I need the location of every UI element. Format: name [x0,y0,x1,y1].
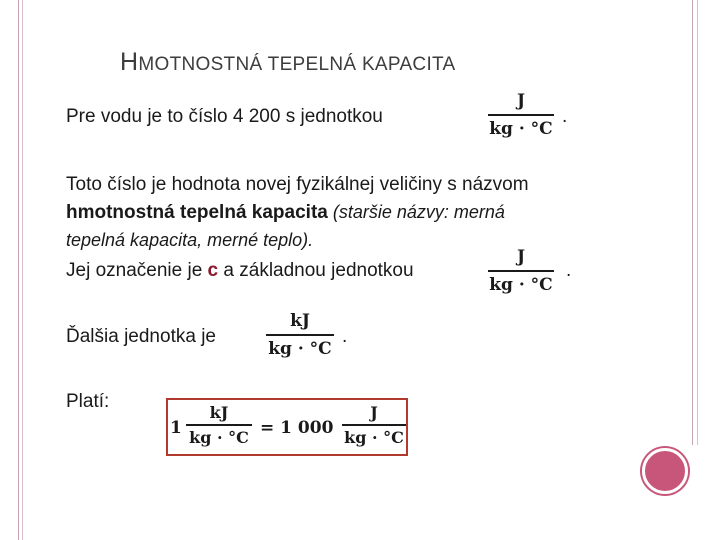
fraction-j-per-kg-c [488,90,554,140]
term-hmotnostna-tepelna-kapacita: hmotnostná tepelná kapacita [66,202,328,223]
fraction-numerator: kJ [209,403,229,422]
bullet-2-line-2 [66,202,505,224]
frame-line-right [692,0,693,445]
symbol-c: c [207,260,219,281]
equation-equals-value: = 1 000 [260,418,334,438]
fraction-j-per-kg-c [488,246,554,296]
fraction-numerator: J [370,403,378,422]
bullet-4-text: Ďalšia jednotka je [66,326,216,347]
fraction-numerator: J [516,91,526,111]
frame-line-left [18,0,19,540]
equation-coefficient: 1 [170,418,182,438]
decorative-circle [642,448,688,494]
older-names: (staršie názvy: merná [327,202,505,222]
fraction-numerator: J [516,247,526,267]
title-first-letter: H [120,48,139,76]
bullet-3-text-after: a základnou jednotkou [218,260,414,281]
frame-line-right-inner [697,0,698,445]
title-rest: MOTNOSTNÁ TEPELNÁ KAPACITA [138,54,456,75]
fraction-bar [488,270,554,272]
bullet-3-tail: . [566,260,572,281]
bullet-1-tail: . [562,106,568,127]
bullet-3-text [66,260,414,282]
slide-title [120,48,456,77]
bullet-2-line-3: tepelná kapacita, merné teplo). [66,230,314,250]
equation-left-fraction [186,402,252,448]
fraction-denominator: kg · °C [268,339,332,359]
fraction-bar [342,424,406,426]
fraction-numerator: kJ [290,311,310,331]
frame-line-left-inner [22,0,23,540]
fraction-denominator: kg · °C [489,119,553,139]
fraction-bar [186,424,252,426]
bullet-3-text-before: Jej označenie je [66,260,208,281]
bullet-1-text: Pre vodu je to číslo 4 200 s jednotkou [66,106,383,127]
fraction-kj-per-kg-c [266,310,334,360]
bullet-2-text: Toto číslo je hodnota novej fyzikálnej veličiny s názvom [66,174,529,195]
bullet-5-text: Platí: [66,391,110,412]
fraction-bar [266,334,334,336]
fraction-denominator: kg · °C [344,428,404,447]
equation-right-fraction [342,402,406,448]
bullet-4-tail: . [342,326,348,347]
fraction-denominator: kg · °C [189,428,249,447]
fraction-bar [488,114,554,116]
fraction-denominator: kg · °C [489,275,553,295]
equation-box [166,398,408,456]
